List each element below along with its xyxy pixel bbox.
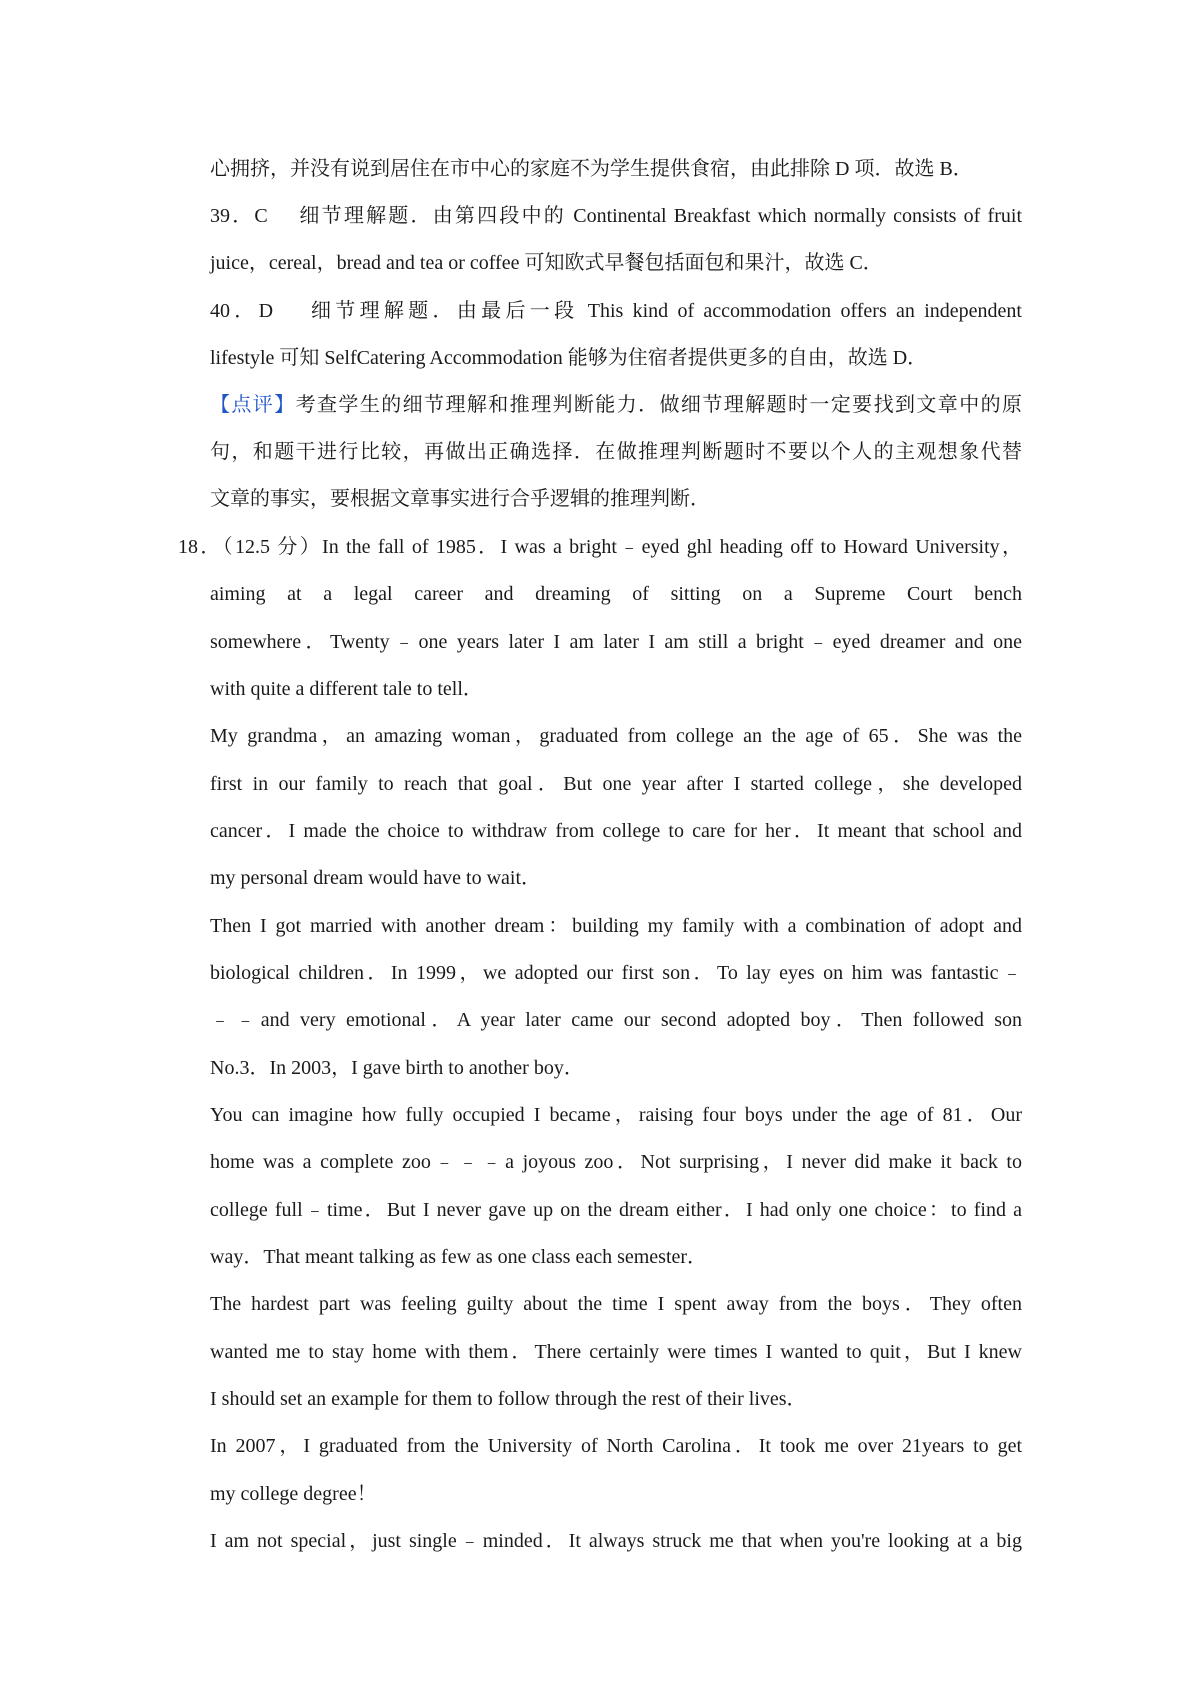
analysis-line-3: juice，cereal，bread and tea or coffee 可知欧式早餐包括面包和果汁，故选 C． bbox=[210, 252, 883, 274]
analysis-line-2: 39．C 细节理解题．由第四段中的 Continental Breakfast which normally consists of fruit bbox=[210, 205, 1022, 227]
para5-line-1: The hardest part was feeling guilty about the time I spent away from the boys．They often bbox=[210, 1293, 1022, 1315]
para7-line-1: I am not special，just single﹣minded．It always struck me that when you're looking at a big bbox=[210, 1530, 1022, 1552]
comment-tag: 【点评】 bbox=[210, 394, 296, 416]
analysis-line-5: lifestyle 可知 SelfCatering Accommodation 能够为住宿者提供更多的自由，故选 D． bbox=[210, 347, 928, 369]
para3-line-3: ﹣﹣and very emotional．A year later came our second adopted boy．Then followed son bbox=[210, 1009, 1022, 1031]
analysis-line-4: 40．D 细节理解题．由最后一段 This kind of accommodation offers an independent bbox=[210, 300, 1022, 322]
analysis-line-1: 心拥挤，并没有说到居住在市中心的家庭不为学生提供食宿，由此排除 D 项．故选 B． bbox=[210, 158, 973, 180]
question-18-line-4: with quite a different tale to tell． bbox=[210, 678, 483, 700]
para6-line-2: my college degree！ bbox=[210, 1483, 377, 1505]
para4-line-4: way．That meant talking as few as one class each semester． bbox=[210, 1246, 708, 1268]
para5-line-3: I should set an example for them to follow through the rest of their lives． bbox=[210, 1388, 807, 1410]
para3-line-1: Then I got married with another dream：building my family with a combination of adopt and bbox=[210, 915, 1022, 937]
comment-line-1 bbox=[210, 391, 1022, 419]
para3-line-2: biological children．In 1999，we adopted our first son．To lay eyes on him was fantastic﹣ bbox=[210, 962, 1022, 984]
question-18-line-2: aiming at a legal career and dreaming of sitting on a Supreme Court bench bbox=[210, 583, 1022, 605]
para3-line-4: No.3．In 2003，I gave birth to another boy． bbox=[210, 1057, 584, 1079]
para2-line-4: my personal dream would have to wait． bbox=[210, 867, 542, 889]
para2-line-2: first in our family to reach that goal．But one year after I started college，she developed bbox=[210, 773, 1022, 795]
question-18-line-1: 18．（12.5 分）In the fall of 1985．I was a bright﹣eyed ghl heading off to Howard University， bbox=[178, 536, 1022, 558]
comment-text: 考查学生的细节理解和推理判断能力．做细节理解题时一定要找到文章中的原 bbox=[295, 394, 1023, 416]
para2-line-1: My grandma，an amazing woman，graduated from college an the age of 65．She was the bbox=[210, 725, 1022, 747]
question-18-line-3: somewhere．Twenty﹣one years later I am later I am still a bright﹣eyed dreamer and one bbox=[210, 631, 1022, 653]
comment-line-2: 句，和题干进行比较，再做出正确选择．在做推理判断题时不要以个人的主观想象代替 bbox=[210, 441, 1022, 463]
para5-line-2: wanted me to stay home with them．There certainly were times I wanted to quit，But I knew bbox=[210, 1341, 1022, 1363]
para4-line-1: You can imagine how fully occupied I became，raising four boys under the age of 81．Our bbox=[210, 1104, 1022, 1126]
para4-line-3: college full﹣time．But I never gave up on the dream either．I had only one choice：to find a bbox=[210, 1199, 1022, 1221]
para6-line-1: In 2007，I graduated from the University of North Carolina．It took me over 21years to get bbox=[210, 1435, 1022, 1457]
para2-line-3: cancer．I made the choice to withdraw from college to care for her．It meant that school and bbox=[210, 820, 1022, 842]
comment-line-3: 文章的事实，要根据文章事实进行合乎逻辑的推理判断． bbox=[210, 488, 710, 510]
para4-line-2: home was a complete zoo﹣﹣﹣a joyous zoo．Not surprising，I never did make it back to bbox=[210, 1151, 1022, 1173]
